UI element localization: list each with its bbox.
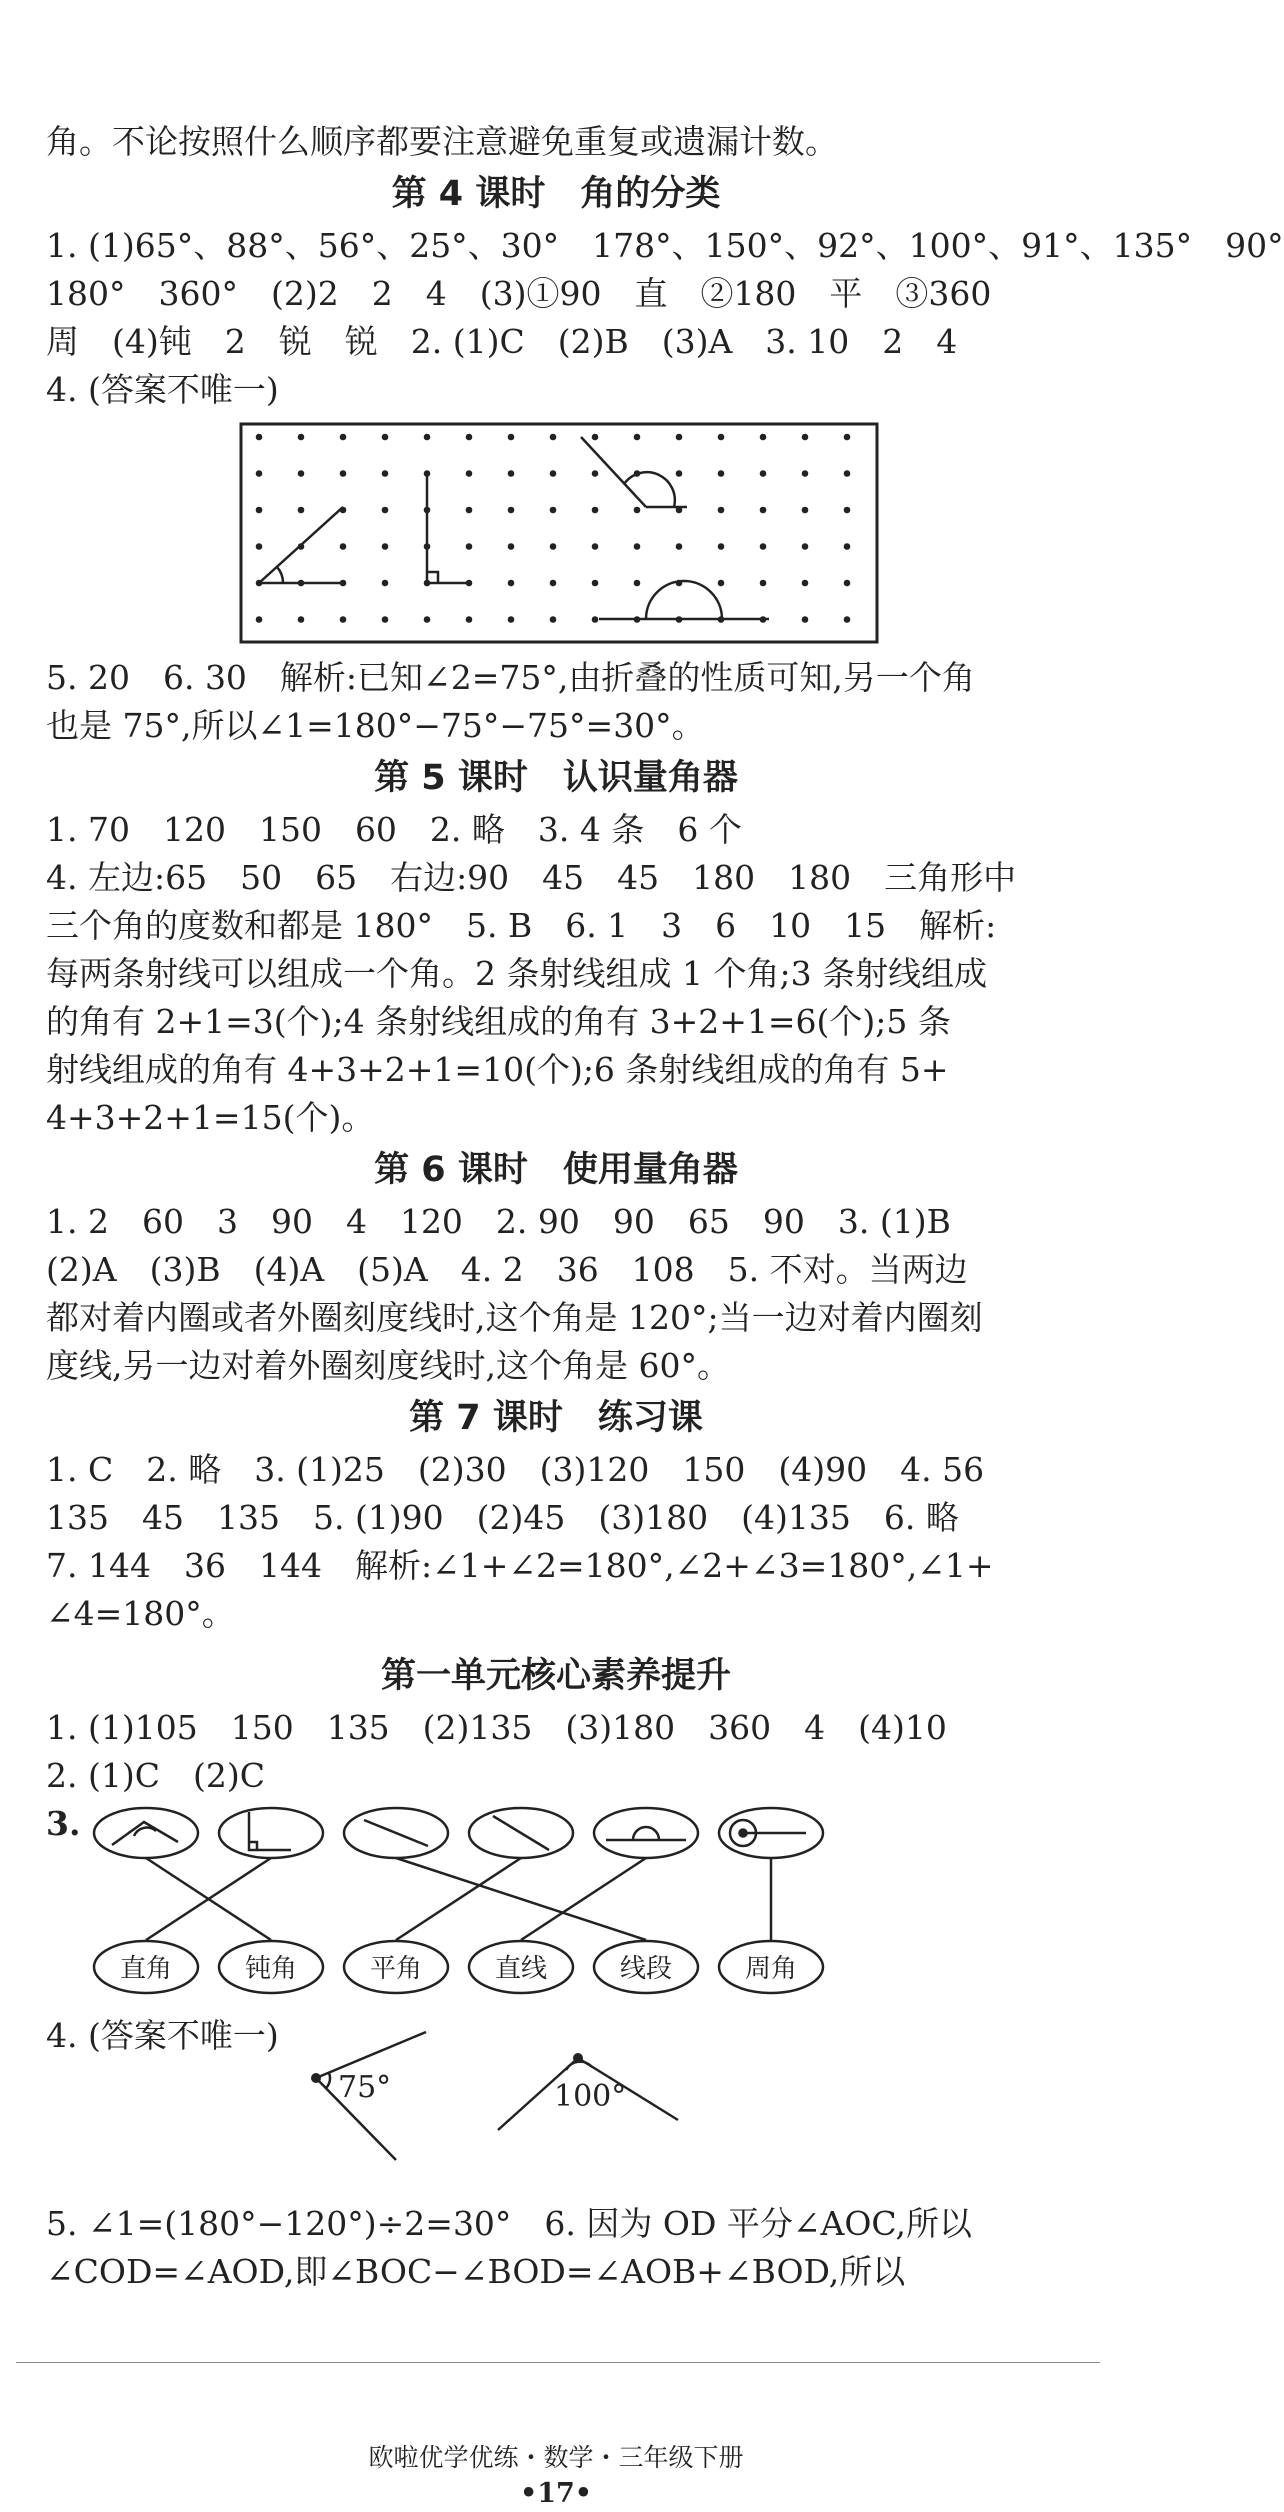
grid-dot <box>298 616 305 623</box>
grid-dot <box>298 507 305 514</box>
text-line: 度线,另一边对着外圈刻度线时,这个角是 60°。 <box>46 1346 730 1385</box>
grid-dot <box>802 616 809 623</box>
grid-dot <box>340 434 347 441</box>
obtuse-angle-arc <box>624 472 675 507</box>
match-label: 直线 <box>494 1954 548 1984</box>
match-label: 线段 <box>619 1954 673 1984</box>
grid-dot <box>508 434 515 441</box>
page-footer <box>0 2440 1112 2512</box>
grid-dot <box>382 507 389 514</box>
grid-dot <box>718 470 725 477</box>
grid-dot <box>382 543 389 550</box>
grid-dot <box>844 543 851 550</box>
page-edge-line <box>16 2362 1100 2363</box>
grid-dot <box>550 616 557 623</box>
grid-dot <box>760 470 767 477</box>
lesson-7-title: 第 7 课时 练习课 <box>409 1398 703 1438</box>
straight-angle-icon-arc <box>633 1827 659 1840</box>
grid-dot <box>844 470 851 477</box>
right-angle-icon <box>249 1812 291 1850</box>
top-oval <box>94 1808 198 1858</box>
angle-100-vertex <box>573 2053 583 2063</box>
text-line: ∠4=180°。 <box>46 1594 235 1633</box>
grid-dot <box>466 616 473 623</box>
grid-dot <box>256 470 263 477</box>
straight-angle-arc <box>646 581 722 619</box>
grid-dot <box>256 543 263 550</box>
grid-dots <box>256 434 851 623</box>
grid-dot <box>760 434 767 441</box>
text-line: 1. C 2. 略 3. (1)25 (2)30 (3)120 150 (4)90 4. 56 <box>46 1450 985 1489</box>
acute-angle-arc <box>277 567 283 583</box>
text-line: 7. 144 36 144 解析:∠1+∠2=180°,∠2+∠3=180°,∠1+ <box>46 1546 994 1585</box>
text-line: 每两条射线可以组成一个角。2 条射线组成 1 个角;3 条射线组成 <box>46 954 988 993</box>
grid-dot <box>676 434 683 441</box>
top-oval <box>594 1808 698 1858</box>
grid-dot <box>802 470 809 477</box>
grid-dot <box>592 616 599 623</box>
segment-icon <box>364 1820 428 1846</box>
grid-dot <box>844 616 851 623</box>
grid-dot <box>256 507 263 514</box>
grid-dot <box>508 580 515 587</box>
text-line: 1. (1)65°、88°、56°、25°、30° 178°、150°、92°、100°、91°、135° 90° <box>46 226 1284 265</box>
grid-dot <box>592 434 599 441</box>
grid-dot <box>298 470 305 477</box>
grid-dot <box>802 434 809 441</box>
text-line: 1. 2 60 3 90 4 120 2. 90 90 65 90 3. (1)B <box>46 1202 951 1241</box>
line-icon <box>493 1816 549 1850</box>
text-line: 4. (答案不唯一) <box>46 370 279 409</box>
answer-content <box>46 118 1284 2296</box>
grid-dot <box>844 434 851 441</box>
grid-dot <box>256 434 263 441</box>
text-line: 都对着内圈或者外圈刻度线时,这个角是 120°;当一边对着内圈刻 <box>46 1298 983 1337</box>
text-line: 三个角的度数和都是 180° 5. B 6. 1 3 6 10 15 解析: <box>46 906 997 945</box>
grid-dot <box>718 580 725 587</box>
text-line: 射线组成的角有 4+3+2+1=10(个);6 条射线组成的角有 5+ <box>46 1050 949 1089</box>
acute-angle-ray <box>259 507 343 583</box>
text-line: 也是 75°,所以∠1=180°−75°−75°=30°。 <box>46 706 705 745</box>
matching-figure <box>46 1800 1066 2062</box>
grid-dot <box>466 434 473 441</box>
grid-dot <box>844 580 851 587</box>
grid-dot <box>718 434 725 441</box>
angle-100-label: 100° <box>554 2079 627 2114</box>
grid-dot <box>844 507 851 514</box>
text-line: 1. (1)105 150 135 (2)135 (3)180 360 4 (4)10 <box>46 1708 947 1747</box>
text-line: (2)A (3)B (4)A (5)A 4. 2 36 108 5. 不对。当两边 <box>46 1250 968 1289</box>
unit-title: 第一单元核心素养提升 <box>380 1656 731 1696</box>
text-line: 180° 360° (2)2 2 4 (3)①90 直 ②180 平 ③360 <box>46 274 992 313</box>
lesson-4-title: 第 4 课时 角的分类 <box>391 174 721 214</box>
grid-dot <box>466 543 473 550</box>
text-line: 的角有 2+1=3(个);4 条射线组成的角有 3+2+1=6(个);5 条 <box>46 1002 951 1041</box>
item-3-label: 3. <box>46 1804 81 1843</box>
grid-dot <box>802 507 809 514</box>
grid-dot <box>466 507 473 514</box>
book-title: 欧啦优学优练・数学・三年级下册 <box>368 2443 744 2472</box>
full-angle-icon-vertex <box>740 1830 747 1837</box>
grid-dot <box>508 470 515 477</box>
grid-dot <box>760 543 767 550</box>
grid-dot <box>676 470 683 477</box>
grid-dot <box>718 507 725 514</box>
angle-drawings-svg <box>46 2050 1066 2190</box>
text-line: 角。不论按照什么顺序都要注意避免重复或遗漏计数。 <box>46 122 838 161</box>
grid-dot <box>550 507 557 514</box>
text-line: 135 45 135 5. (1)90 (2)45 (3)180 (4)135 6. 略 <box>46 1498 959 1537</box>
grid-dot <box>676 543 683 550</box>
grid-dot <box>592 543 599 550</box>
grid-dot <box>760 507 767 514</box>
grid-dot <box>634 543 641 550</box>
lesson-5-title: 第 5 课时 认识量角器 <box>374 758 738 798</box>
text-line: 2. (1)C (2)C <box>46 1756 265 1795</box>
match-label: 周角 <box>744 1954 798 1984</box>
text-line: 周 (4)钝 2 锐 锐 2. (1)C (2)B (3)A 3. 10 2 4 <box>46 322 958 361</box>
dot-grid-figure <box>46 414 1066 654</box>
grid-dot <box>340 543 347 550</box>
angle-75-vertex <box>311 2073 321 2083</box>
match-line <box>396 1858 646 1940</box>
page-number: •17• <box>519 2478 593 2509</box>
grid-dot <box>592 507 599 514</box>
grid-dot <box>424 434 431 441</box>
grid-dot <box>550 470 557 477</box>
grid-dot <box>550 434 557 441</box>
text-line: ∠COD=∠AOD,即∠BOC−∠BOD=∠AOB+∠BOD,所以 <box>46 2252 906 2291</box>
grid-dot <box>382 580 389 587</box>
grid-dot <box>382 434 389 441</box>
match-line <box>396 1858 521 1940</box>
grid-dot <box>382 616 389 623</box>
angle-75-label: 75° <box>338 2070 392 2105</box>
obtuse-angle-icon <box>112 1822 178 1845</box>
angle-75-arc <box>326 2073 330 2088</box>
text-line: 1. 70 120 150 60 2. 略 3. 4 条 6 个 <box>46 810 742 849</box>
match-line <box>521 1858 646 1940</box>
grid-dot <box>550 543 557 550</box>
dot-grid-svg <box>239 422 879 644</box>
grid-dot <box>508 543 515 550</box>
matching-svg <box>46 1800 1066 2062</box>
text-line: 5. ∠1=(180°−120°)÷2=30° 6. 因为 OD 平分∠AOC,所以 <box>46 2204 972 2243</box>
drawn-angles <box>259 437 769 619</box>
grid-dot <box>592 470 599 477</box>
grid-dot <box>340 616 347 623</box>
grid-dot <box>634 434 641 441</box>
grid-dot <box>508 507 515 514</box>
grid-dot <box>466 470 473 477</box>
grid-dot <box>718 543 725 550</box>
grid-dot <box>298 434 305 441</box>
grid-dot <box>634 580 641 587</box>
match-label: 钝角 <box>244 1954 298 1984</box>
text-line: 4. (答案不唯一) <box>46 2016 279 2055</box>
grid-dot <box>634 507 641 514</box>
grid-dot <box>760 580 767 587</box>
obtuse-angle-icon-arc <box>134 1828 156 1836</box>
grid-dot <box>340 470 347 477</box>
lesson-6-title: 第 6 课时 使用量角器 <box>374 1150 738 1190</box>
grid-dot <box>802 580 809 587</box>
grid-dot <box>508 616 515 623</box>
text-line: 5. 20 6. 30 解析:已知∠2=75°,由折叠的性质可知,另一个角 <box>46 658 975 697</box>
grid-dot <box>256 616 263 623</box>
grid-dot <box>424 616 431 623</box>
text-line: 4+3+2+1=15(个)。 <box>46 1098 375 1137</box>
grid-dot <box>592 580 599 587</box>
grid-frame <box>241 424 877 642</box>
grid-dot <box>382 470 389 477</box>
grid-dot <box>802 543 809 550</box>
match-label: 平角 <box>369 1954 423 1984</box>
angle-drawings <box>46 2060 1066 2200</box>
text-line: 4. 左边:65 50 65 右边:90 45 45 180 180 三角形中 <box>46 858 1017 897</box>
grid-dot <box>550 580 557 587</box>
match-label: 直角 <box>119 1954 173 1984</box>
